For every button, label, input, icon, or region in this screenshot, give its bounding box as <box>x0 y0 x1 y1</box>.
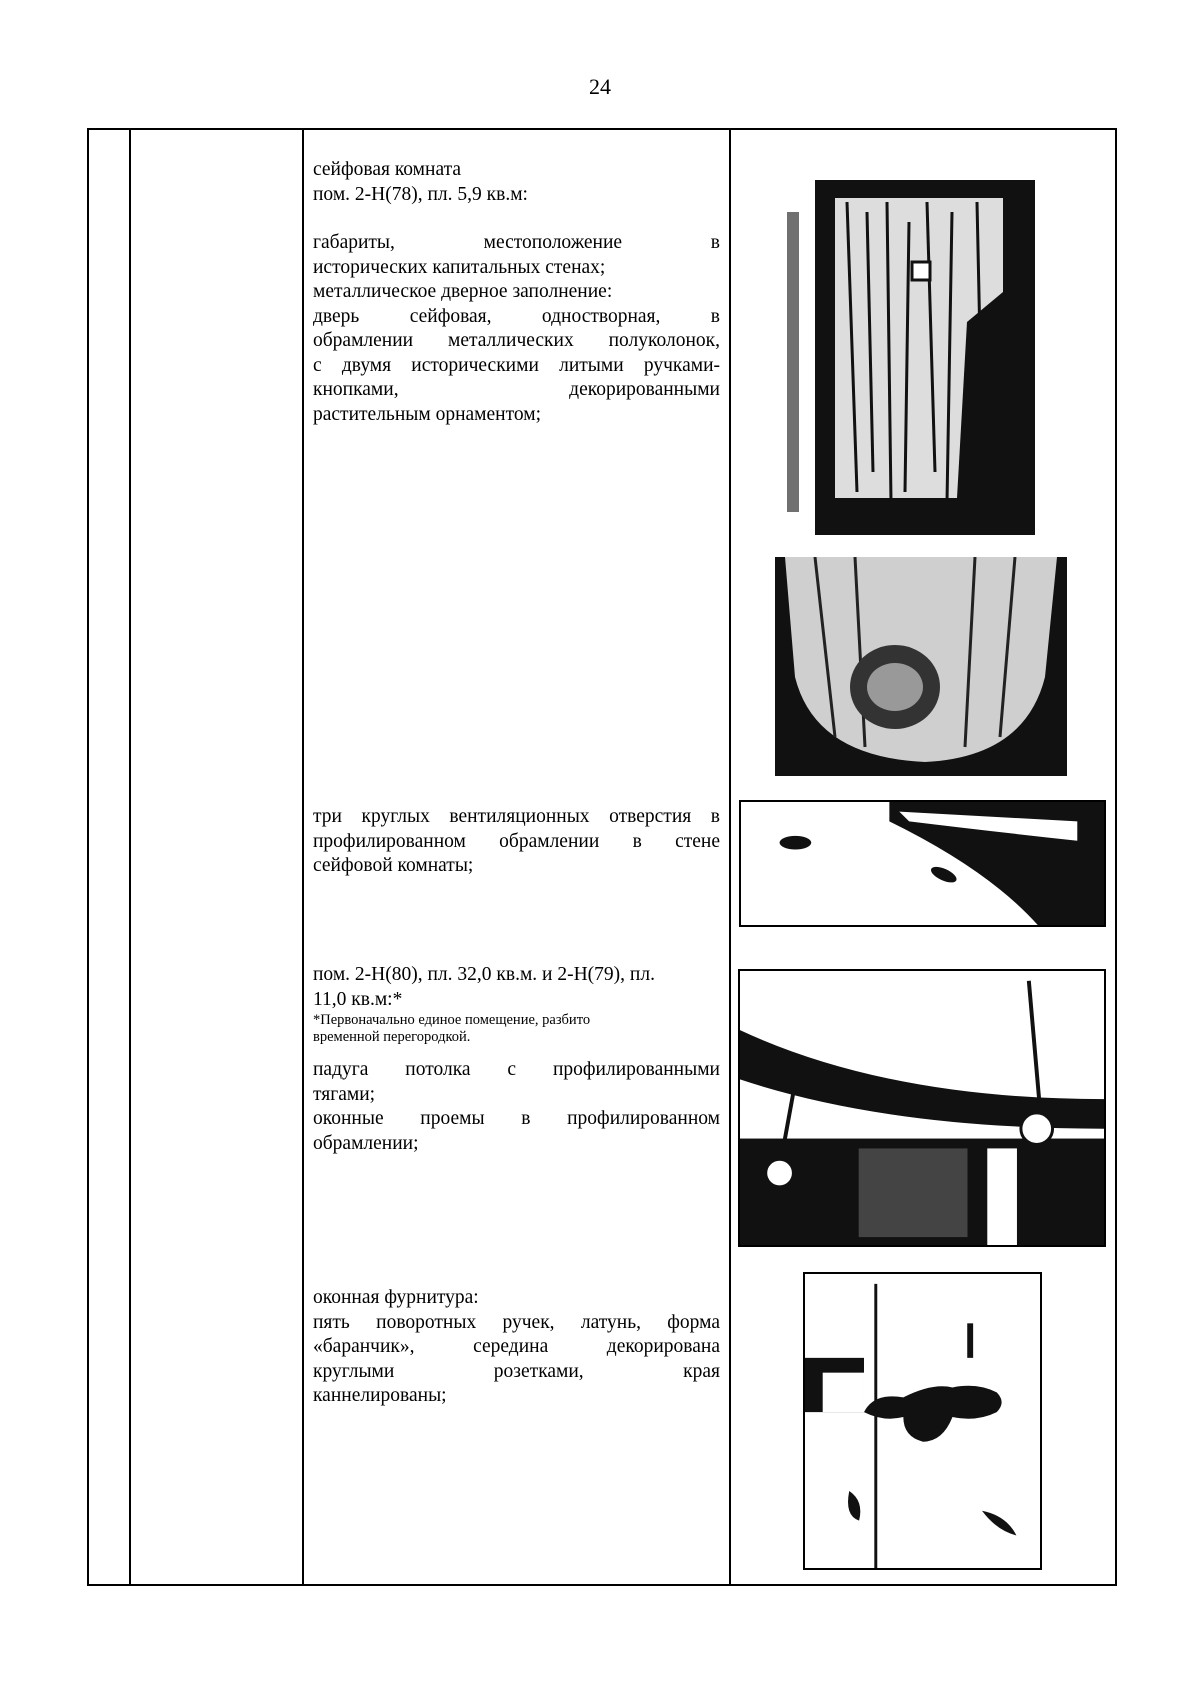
ventilation-photo <box>739 800 1106 927</box>
door-handle-photo <box>775 557 1067 776</box>
entry-text-line: обрамлении; <box>313 1132 419 1154</box>
entry-text-line: круглыми розетками, края <box>313 1360 720 1382</box>
footnote: временной перегородкой. <box>313 1029 471 1045</box>
entry-text-line: растительным орнаментом; <box>313 403 541 425</box>
entry-text-line: кнопками, декорированными <box>313 379 720 400</box>
entry-text-line: габариты, местоположение в <box>313 232 720 253</box>
entry-text-line: исторических капитальных стенах; <box>313 256 606 278</box>
column-divider-1 <box>129 130 131 1584</box>
entry-title: 11,0 кв.м:* <box>313 988 403 1010</box>
entry-title: пом. 2-Н(78), пл. 5,9 кв.м: <box>313 183 528 205</box>
entry-text-line: оконные проемы в профилированном <box>313 1108 720 1129</box>
entry-text-line: с двумя историческими литыми ручками- <box>313 354 720 376</box>
entry-title: пом. 2-Н(80), пл. 32,0 кв.м. и 2-Н(79), пл. <box>313 964 655 985</box>
entry-text-line: пять поворотных ручек, латунь, форма <box>313 1311 720 1333</box>
footnote: *Первоначально единое помещение, разбито <box>313 1012 591 1028</box>
entry-ventilation <box>313 805 720 879</box>
entry-text-line: каннелированы; <box>313 1385 447 1406</box>
entry-text-line: три круглых вентиляционных отверстия в <box>313 806 720 827</box>
entry-safe-room <box>313 158 720 427</box>
entry-text-line: профилированном обрамлении в стене <box>313 830 720 852</box>
entry-text-line: металлическое дверное заполнение: <box>313 281 613 302</box>
window-handle-photo <box>803 1272 1042 1570</box>
entry-rooms <box>313 963 720 1156</box>
entry-text-line: тягами; <box>313 1083 376 1105</box>
entry-title: оконная фурнитура: <box>313 1287 479 1308</box>
entry-window-fittings <box>313 1286 720 1409</box>
column-divider-3 <box>729 130 731 1584</box>
entry-text-line: обрамлении металлических полуколонок, <box>313 330 720 351</box>
entry-title: сейфовая комната <box>313 159 462 180</box>
page-number: 24 <box>589 74 611 99</box>
safe-door-photo <box>787 172 1055 535</box>
entry-text-line: сейфовой комнаты; <box>313 855 474 876</box>
column-divider-2 <box>302 130 304 1584</box>
entry-text-line: падуга потолка с профилированными <box>313 1059 720 1080</box>
ceiling-window-photo <box>738 969 1106 1247</box>
entry-text-line: «баранчик», середина декорирована <box>313 1336 720 1357</box>
entry-text-line: дверь сейфовая, одностворная, в <box>313 305 720 327</box>
